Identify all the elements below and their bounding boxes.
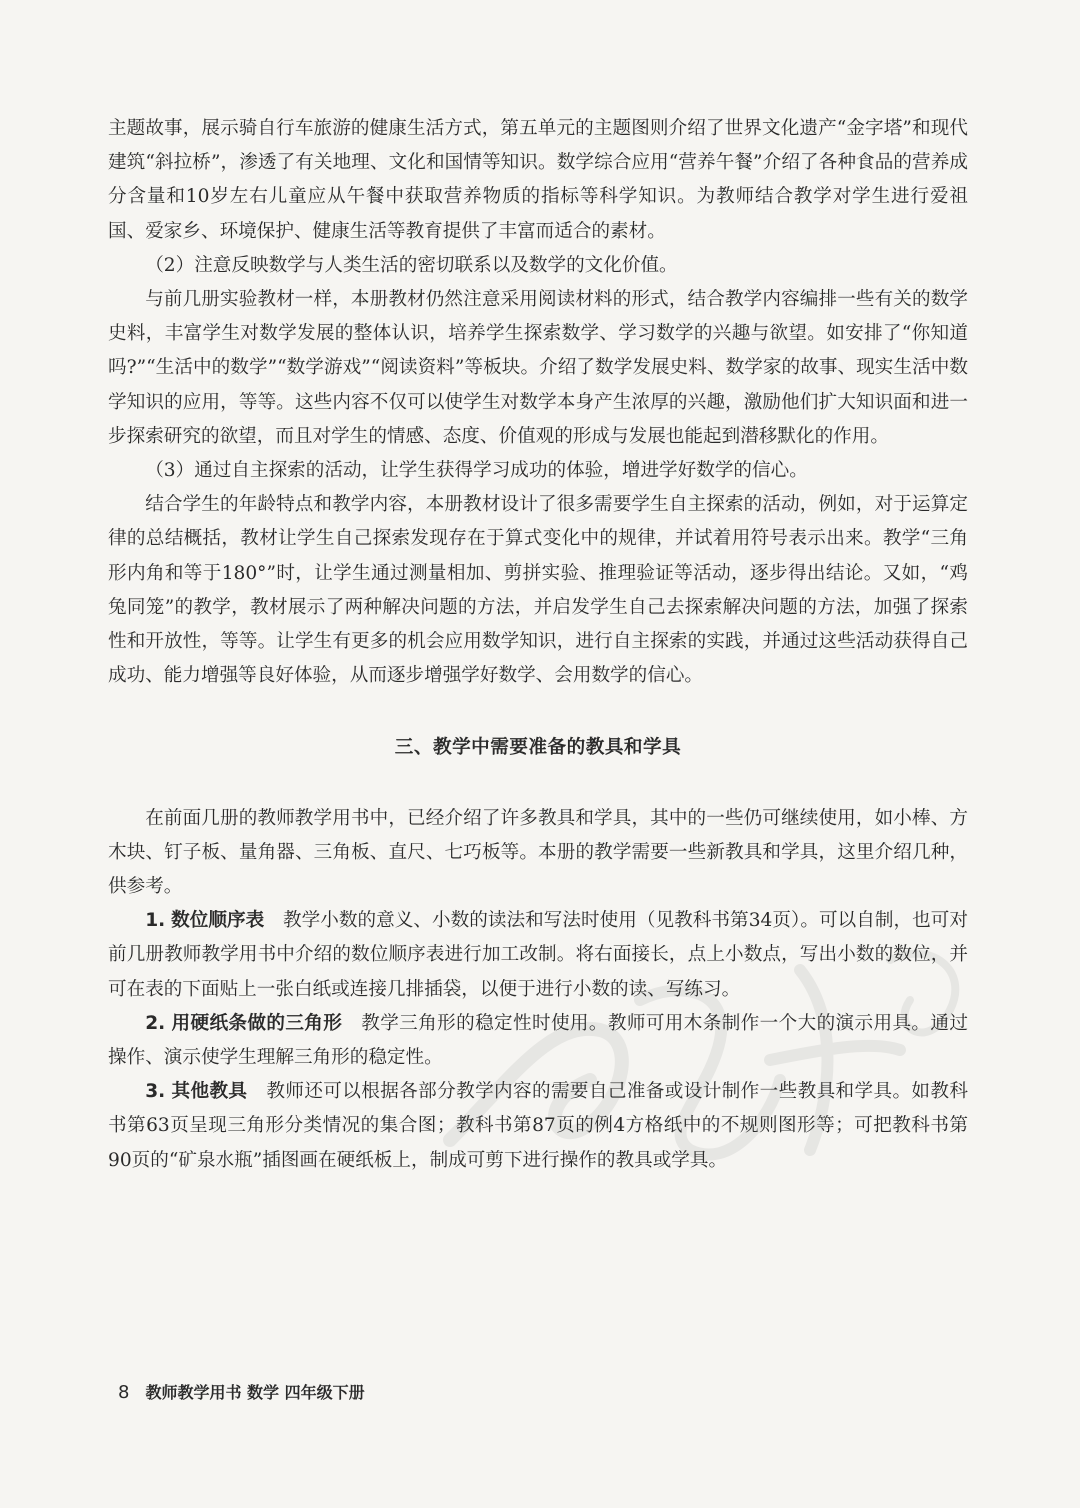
item-number: 1. bbox=[145, 910, 166, 932]
paragraph-self-exploration: 结合学生的年龄特点和教学内容，本册教材设计了很多需要学生自主探索的活动，例如，对于运算定律的总结概括，教材让学生自己探索发现存在于算式变化中的规律，并试着用符号表示出来。教学“三角形内角和等于180°”时，让学生通过测量相加、剪拼实验、推理验证等活动，逐步得出结论。又如，“鸡兔同笼”的教学，教材展示了两种解决问题的方法，并启发学生自己去探索解决问题的方法，加强了探索性和开放性，等等。让学生有更多的机会应用数学知识，进行自主探索的实践，并通过这些活动获得自己成功、能力增强等良好体验，从而逐步增强学好数学、会用数学的信心。 bbox=[108, 494, 968, 687]
paragraph-teaching-aids-intro: 在前面几册的教师教学用书中，已经介绍了许多教具和学具，其中的一些仍可继续使用，如小棒、方木块、钉子板、量角器、三角板、直尺、七巧板等。本册的教学需要一些新教具和学具，这里介绍几种，供参考。 bbox=[108, 807, 968, 898]
item-description: 教师还可以根据各部分教学内容的需要自己准备或设计制作一些教具和学具。如教科书第63页呈现三角形分类情况的集合图；教科书第87页的例4方格纸中的不规则图形等；可把教科书第90页的“矿泉水瓶”插图画在硬纸板上，制成可剪下进行操作的教具或学具。 bbox=[108, 1081, 968, 1171]
page-number: 8 bbox=[118, 1382, 130, 1403]
item-term: 用硬纸条做的三角形 bbox=[171, 1012, 343, 1034]
book-title: 教师教学用书 数学 四年级下册 bbox=[145, 1383, 365, 1402]
point-2-heading: （2）注意反映数学与人类生活的密切联系以及数学的文化价值。 bbox=[145, 254, 678, 276]
item-number: 3. bbox=[145, 1081, 166, 1103]
item-place-value-chart bbox=[108, 904, 968, 1007]
point-3-heading: （3）通过自主探索的活动，让学生获得学习成功的体验，增进学好数学的信心。 bbox=[145, 460, 808, 482]
item-description: 教学小数的意义、小数的读法和写法时使用（见教科书第34页）。可以自制，也可对前几册教师教学用书中介绍的数位顺序表进行加工改制。将右面接长，点上小数点，写出小数的数位，并可在表的下面贴上一张白纸或连接几排插袋，以便于进行小数的读、写练习。 bbox=[108, 910, 968, 1000]
item-term: 其他教具 bbox=[171, 1081, 248, 1103]
page-footer bbox=[118, 1380, 365, 1403]
paragraph-reading-materials: 与前几册实验教材一样，本册教材仍然注意采用阅读材料的形式，结合教学内容编排一些有关的数学史料，丰富学生对数学发展的整体认识，培养学生探索数学、学习数学的兴趣与欲望。如安排了“你知道吗?”“生活中的数学”“数学游戏”“阅读资料”等板块。介绍了数学发展史料、数学家的故事、现实生活中数学知识的应用，等等。这些内容不仅可以使学生对数学本身产生浓厚的兴趣，激励他们扩大知识面和进一步探索研究的欲望，而且对学生的情感、态度、价值观的形成与发展也能起到潜移默化的作用。 bbox=[108, 289, 968, 447]
body-text bbox=[108, 112, 968, 1178]
item-term: 数位顺序表 bbox=[171, 910, 265, 932]
item-number: 2. bbox=[145, 1012, 166, 1034]
section-heading: 三、教学中需要准备的教具和学具 bbox=[394, 737, 682, 759]
item-cardboard-triangle bbox=[108, 1007, 968, 1075]
item-other-aids bbox=[108, 1075, 968, 1178]
item-description: 教学三角形的稳定性时使用。教师可用木条制作一个大的演示用具。通过操作、演示使学生理解三角形的稳定性。 bbox=[108, 1012, 968, 1069]
paragraph-theme-stories: 主题故事，展示骑自行车旅游的健康生活方式，第五单元的主题图则介绍了世界文化遗产“金字塔”和现代建筑“斜拉桥”，渗透了有关地理、文化和国情等知识。数学综合应用“营养午餐”介绍了各种食品的营养成分含量和10岁左右儿童应从午餐中获取营养物质的指标等科学知识。为教师结合教学对学生进行爱祖国、爱家乡、环境保护、健康生活等教育提供了丰富而适合的素材。 bbox=[108, 118, 968, 242]
